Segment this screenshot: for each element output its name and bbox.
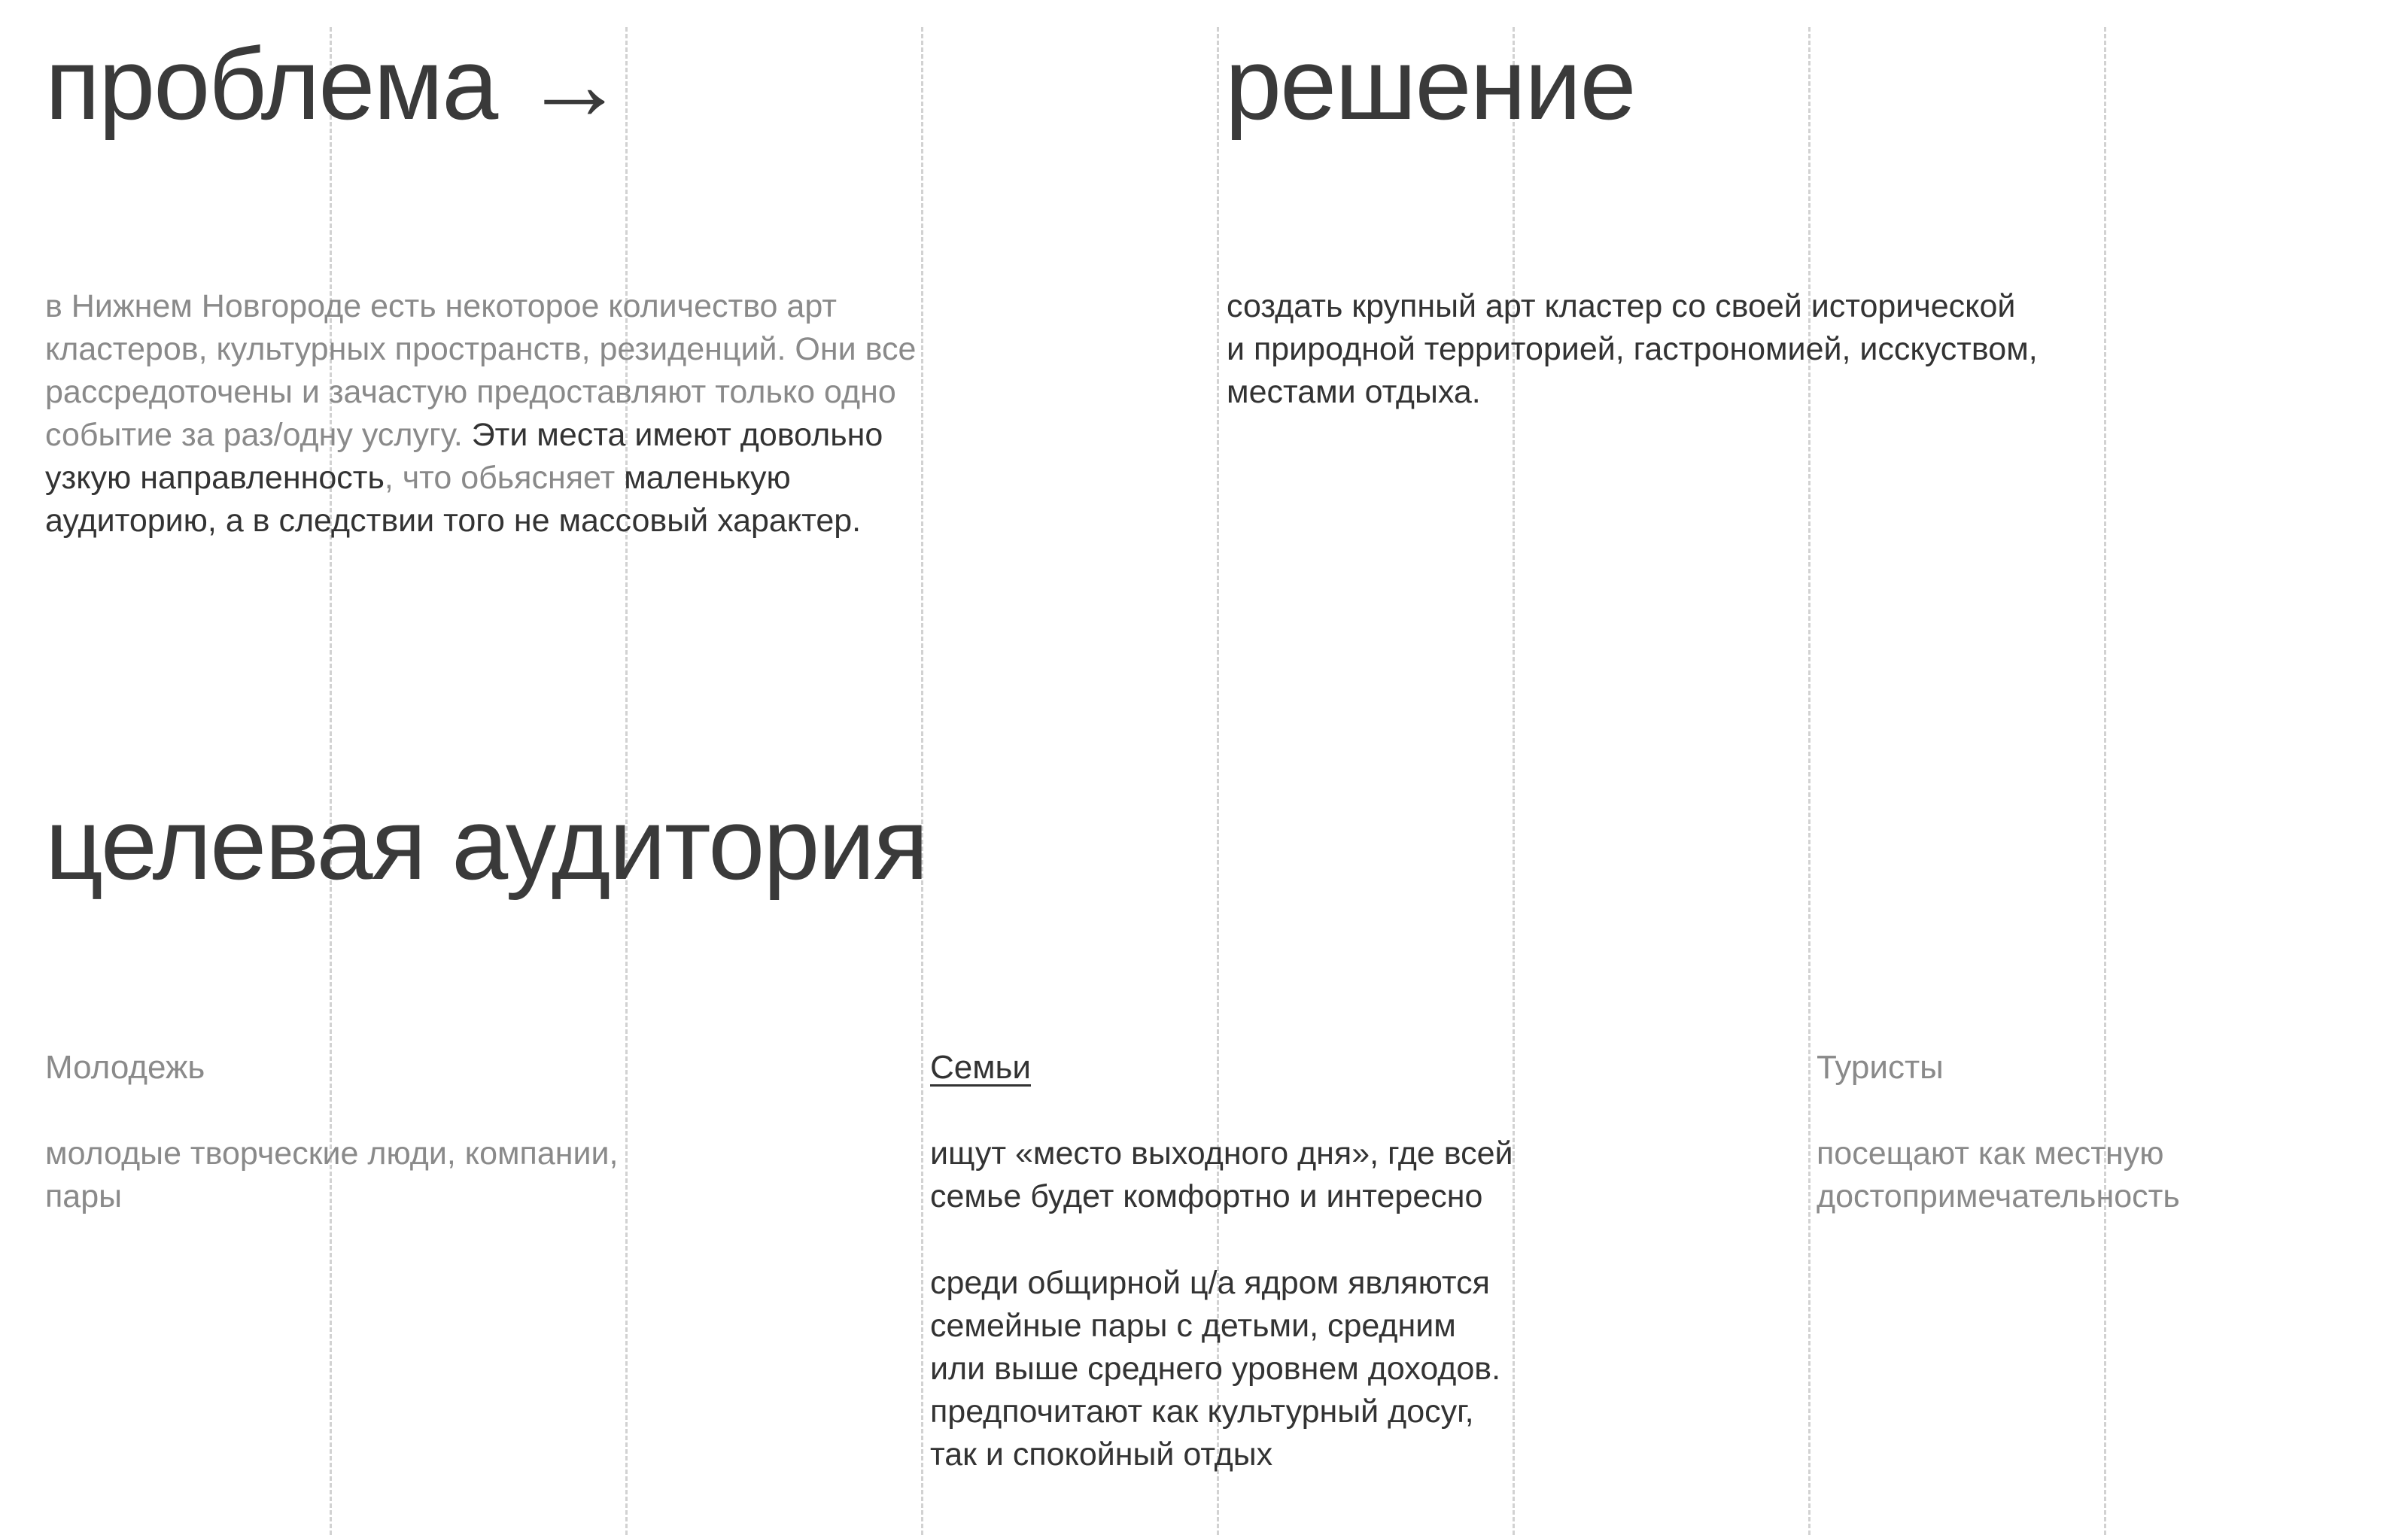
problem-text	[45, 285, 926, 543]
problem-text-segment: , что обьясняет	[384, 460, 625, 496]
audience-families-detail-line: предпочитают как культурный досуг,	[930, 1394, 1474, 1430]
audience-families-detail-line: семейные пары с детьми, средним	[930, 1308, 1456, 1344]
audience-families-line: семье будет комфортно и интересно	[930, 1178, 1483, 1214]
solution-line: местами отдыха.	[1227, 374, 1481, 410]
audience-youth-line: пары	[45, 1178, 123, 1214]
audience-families-title: Семьи	[930, 1049, 1031, 1086]
audience-youth-line: молодые творческие люди, компании,	[45, 1135, 619, 1172]
solution-text	[1227, 285, 2205, 414]
grid-line	[2104, 27, 2106, 1535]
audience-tourists-title: Туристы	[1817, 1049, 1944, 1086]
audience-families-line: ищут «место выходного дня», где всей	[930, 1135, 1513, 1172]
audience-tourists-line: достопримечательность	[1817, 1178, 2180, 1214]
grid-line	[330, 27, 332, 1535]
audience-families-details	[930, 1262, 1607, 1476]
audience-heading: целевая аудитория	[45, 787, 927, 901]
grid-line	[921, 27, 923, 1535]
problem-text-segment: в Нижнем Новгороде есть некоторое количество арт кластеров, культурных пространств, резиденций. Они все рассредоточены и зачастую предоставляют только одно событие за раз/одну услугу.	[45, 288, 917, 453]
problem-text-segment: Эти места имеют довольно узкую направленность	[45, 417, 883, 496]
problem-heading: проблема →	[45, 27, 624, 141]
audience-families-detail-line: среди общирной ц/а ядром являются	[930, 1265, 1490, 1301]
audience-youth-title: Молодежь	[45, 1049, 205, 1086]
audience-youth-text	[45, 1132, 722, 1218]
solution-heading: решение	[1225, 27, 1635, 141]
grid-line	[1808, 27, 1811, 1535]
audience-families-detail-line: или выше среднего уровнем доходов.	[930, 1351, 1501, 1387]
problem-text-segment: маленькую аудиторию, а в следствии того не массовый характер.	[45, 460, 862, 539]
grid-line	[625, 27, 628, 1535]
audience-families-text	[930, 1132, 1607, 1218]
audience-families-detail-line: так и спокойный отдых	[930, 1436, 1273, 1473]
solution-line: и природной территорией, гастрономией, исскуством,	[1227, 331, 2038, 367]
audience-tourists-line: посещают как местную	[1817, 1135, 2164, 1172]
audience-tourists-text	[1817, 1132, 2388, 1218]
solution-line: создать крупный арт кластер со своей исторической	[1227, 288, 2016, 324]
